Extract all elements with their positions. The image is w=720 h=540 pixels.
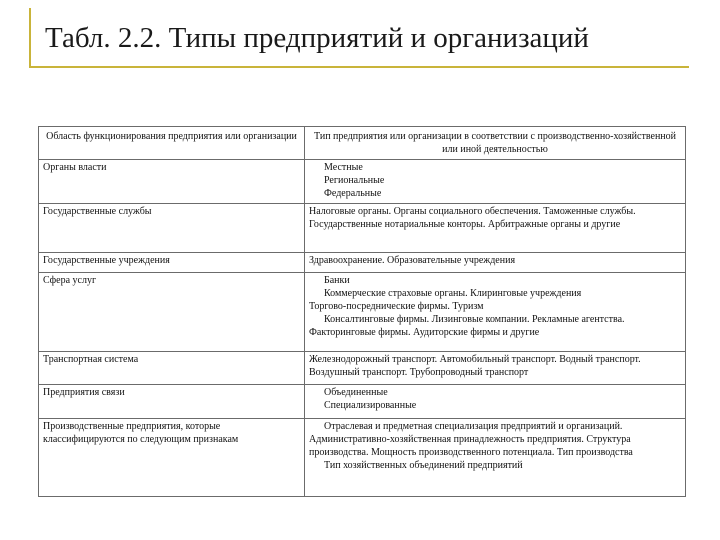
table-row xyxy=(39,204,686,253)
type-line: Налоговые органы. Органы социального обеспечения. Таможенные службы. Государственные нотариальные конторы. Арбитражные органы и другие xyxy=(309,206,636,230)
type-line: Здравоохранение. Образовательные учреждения xyxy=(309,255,516,266)
row-types xyxy=(305,253,686,273)
table-header-row xyxy=(39,127,686,160)
header-area: Область функционирования предприятия или организации xyxy=(39,127,305,160)
type-line: Консалтинговые фирмы. Лизинговые компании. Рекламные агентства. Факторинговые фирмы. Аудиторские фирмы и другие xyxy=(309,314,625,338)
row-area: Органы власти xyxy=(39,160,305,204)
page-title: Табл. 2.2. Типы предприятий и организаций xyxy=(45,22,589,54)
type-line: Коммерческие страховые органы. Клиринговые учреждения xyxy=(324,288,582,299)
title-accent-vertical xyxy=(29,8,31,68)
title-accent-horizontal xyxy=(29,66,689,68)
table-row xyxy=(39,253,686,273)
type-line: Торгово-посреднические фирмы. Туризм xyxy=(309,301,484,312)
row-area: Производственные предприятия, которые классифицируются по следующим признакам xyxy=(39,419,305,497)
enterprise-types-table xyxy=(38,126,686,497)
row-area: Сфера услуг xyxy=(39,273,305,352)
row-types xyxy=(305,419,686,497)
type-line: Местные xyxy=(324,162,363,173)
row-area: Транспортная система xyxy=(39,352,305,385)
type-line: Федеральные xyxy=(324,188,382,199)
table-row xyxy=(39,419,686,497)
type-line: Тип хозяйственных объединений предприятий xyxy=(324,460,523,471)
type-line: Объединенные xyxy=(324,387,388,398)
row-types xyxy=(305,160,686,204)
type-line: Отраслевая и предметная специализация предприятий и организаций. Административно-хозяйственная принадлежность предприятия. Структура производства. Мощность производственного потенциала. Тип производства xyxy=(309,421,633,458)
row-area: Государственные службы xyxy=(39,204,305,253)
header-type: Тип предприятия или организации в соответствии с производственно-хозяйственной или иной деятельностью xyxy=(305,127,686,160)
type-line: Железнодорожный транспорт. Автомобильный транспорт. Водный транспорт. Воздушный транспорт. Трубопроводный транспорт xyxy=(309,354,641,378)
row-types xyxy=(305,385,686,419)
row-area: Предприятия связи xyxy=(39,385,305,419)
table-row xyxy=(39,352,686,385)
row-types xyxy=(305,352,686,385)
row-area: Государственные учреждения xyxy=(39,253,305,273)
type-line: Специализированные xyxy=(324,400,417,411)
table-row xyxy=(39,160,686,204)
table-row xyxy=(39,385,686,419)
row-types xyxy=(305,204,686,253)
row-types xyxy=(305,273,686,352)
table-row xyxy=(39,273,686,352)
type-line: Региональные xyxy=(324,175,385,186)
type-line: Банки xyxy=(324,275,350,286)
